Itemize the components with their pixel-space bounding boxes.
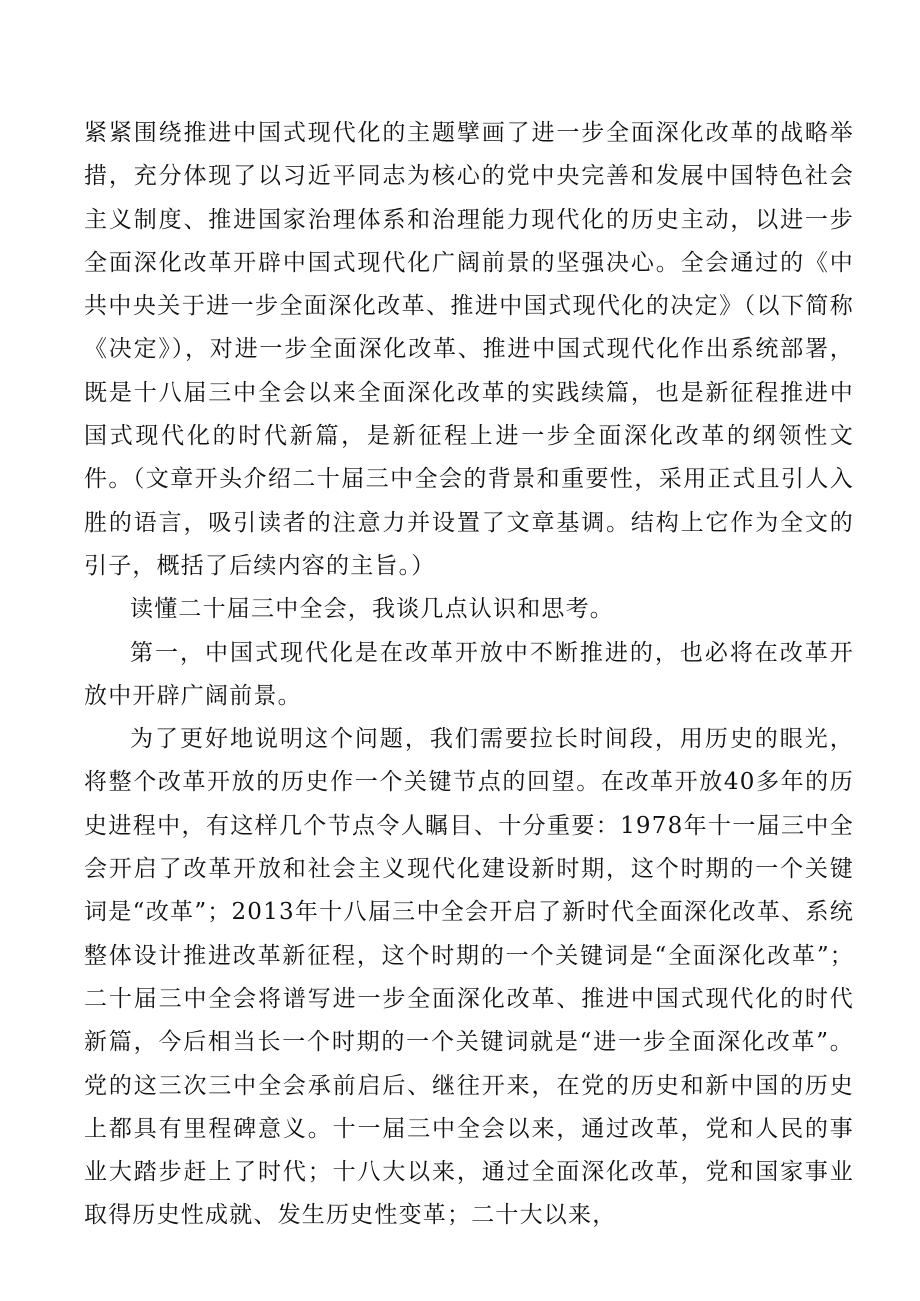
paragraph-point-one: 第一，中国式现代化是在改革开放中不断推进的，也必将在改革开放中开辟广阔前景。 [84,639,854,709]
paragraph-intro: 读懂二十届三中全会，我谈几点认识和思考。 [130,596,614,623]
body-text [84,112,854,1238]
paragraph-history: 为了更好地说明这个问题，我们需要拉长时间段，用历史的眼光，将整个改革开放的历史作一个关键节点的回望。在改革开放40多年的历史进程中，有这样几个节点令人瞩目、十分重要：1978年十一届三中全会开启了改革开放和社会主义现代化建设新时期，这个时期的一个关键词是“改革”；2013年十八届三中全会开启了新时代全面深化改革、系统整体设计推进改革新征程，这个时期的一个关键词是“全面深化改革”；二十届三中全会将谱写进一步全面深化改革、推进中国式现代化的时代新篇，今后相当长一个时期的一个关键词就是“进一步全面深化改革”。党的这三次三中全会承前启后、继往开来，在党的历史和新中国的历史上都具有里程碑意义。十一届三中全会以来，通过改革，党和人民的事业大踏步赶上了时代；十八大以来，通过全面深化改革，党和国家事业取得历史性成就、发生历史性变革；二十大以来， [84,726,854,1229]
paragraph-continued: 紧紧围绕推进中国式现代化的主题擘画了进一步全面深化改革的战略举措，充分体现了以习近平同志为核心的党中央完善和发展中国特色社会主义制度、推进国家治理体系和治理能力现代化的历史主动，以进一步全面深化改革开辟中国式现代化广阔前景的坚强决心。全会通过的《中共中央关于进一步全面深化改革、推进中国式现代化的决定》（以下简称《决定》），对进一步全面深化改革、推进中国式现代化作出系统部署，既是十八届三中全会以来全面深化改革的实践续篇，也是新征程推进中国式现代化的时代新篇，是新征程上进一步全面深化改革的纲领性文件。（文章开头介绍二十届三中全会的背景和重要性，采用正式且引人入胜的语言，吸引读者的注意力并设置了文章基调。结构上它作为全文的引子，概括了后续内容的主旨。） [84,120,854,579]
